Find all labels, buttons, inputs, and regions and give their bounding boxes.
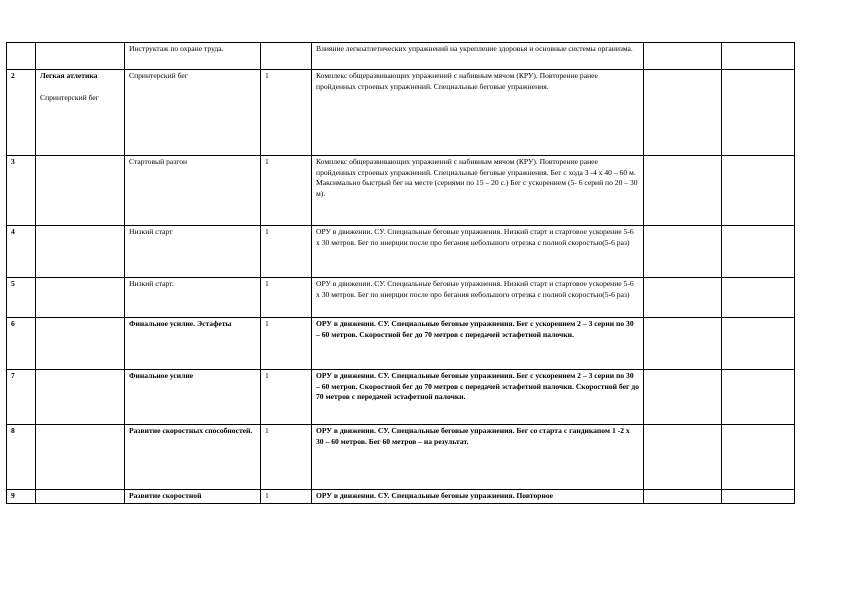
hours-cell: 1 [261, 226, 312, 278]
lesson-content-cell: Влияние легкоатлетических упражнений на укрепление здоровья и основные системы организма. [312, 43, 644, 70]
lesson-number-cell: 4 [7, 226, 36, 278]
table-body [7, 43, 795, 504]
empty-cell [644, 226, 722, 278]
empty-cell [722, 43, 795, 70]
lesson-content-cell: Комплекс общеразвивающих упражнений с набивным мячом (КРУ). Повторение ранее пройденных строевых упражнений. Специальные беговые упражнения. [312, 70, 644, 156]
empty-cell [644, 156, 722, 226]
table-row [7, 156, 795, 226]
hours-cell [261, 43, 312, 70]
empty-cell [722, 278, 795, 318]
hours-cell: 1 [261, 425, 312, 490]
lesson-content-cell: ОРУ в движении. СУ. Специальные беговые упражнения. Бег с ускорением 2 – 3 серии по 30 – 60 метров. Скоростной бег до 70 метров с передачей эстафетной палочки. [312, 318, 644, 370]
lesson-topic-cell: Инструктаж по охране труда. [125, 43, 261, 70]
empty-cell [722, 70, 795, 156]
section-cell [36, 156, 125, 226]
lesson-topic-cell: Низкий старт. [125, 278, 261, 318]
empty-cell [722, 318, 795, 370]
lesson-topic-cell: Развитие скоростной [125, 490, 261, 504]
empty-cell [722, 425, 795, 490]
section-cell [36, 370, 125, 425]
table-row [7, 490, 795, 504]
table-row [7, 70, 795, 156]
empty-cell [644, 318, 722, 370]
section-cell [36, 425, 125, 490]
lesson-number-cell: 3 [7, 156, 36, 226]
empty-cell [644, 425, 722, 490]
section-title: Спринтерский бег [40, 92, 99, 102]
empty-cell [722, 370, 795, 425]
section-cell [36, 43, 125, 70]
section-title: Легкая атлетика [40, 71, 98, 80]
lesson-topic-cell: Спринтерский бег [125, 70, 261, 156]
hours-cell: 1 [261, 156, 312, 226]
section-cell [36, 490, 125, 504]
table-row [7, 318, 795, 370]
table-row [7, 226, 795, 278]
table-row [7, 278, 795, 318]
section-cell [36, 318, 125, 370]
table-row [7, 43, 795, 70]
lesson-topic-cell: Стартовый разгон [125, 156, 261, 226]
lesson-content-cell: ОРУ в движении. СУ. Специальные беговые упражнения. Низкий старт и стартовое ускорение 5-6 х 30 метров. Бег по инерции после про бегания небольшого отрезка с полной скоростью(5-6 раз) [312, 226, 644, 278]
table-row [7, 425, 795, 490]
lesson-content-cell: ОРУ в движении. СУ. Специальные беговые упражнения. Бег с ускорением 2 – 3 серии по 30 – 60 метров. Скоростной бег до 70 метров с передачей эстафетной палочки. Скоростной бег до 70 метров с передачей эстафетной палочки. [312, 370, 644, 425]
empty-cell [644, 490, 722, 504]
hours-cell: 1 [261, 490, 312, 504]
lesson-topic-cell: Низкий старт [125, 226, 261, 278]
empty-cell [644, 370, 722, 425]
lesson-number-cell: 6 [7, 318, 36, 370]
empty-cell [644, 70, 722, 156]
empty-cell [644, 278, 722, 318]
hours-cell: 1 [261, 370, 312, 425]
section-cell [36, 70, 125, 156]
lesson-number-cell: 8 [7, 425, 36, 490]
lesson-content-cell: ОРУ в движении. СУ. Специальные беговые упражнения. Повторное [312, 490, 644, 504]
lesson-content-cell: ОРУ в движении. СУ. Специальные беговые упражнения. Низкий старт и стартовое ускорение 5-6 х 30 метров. Бег по инерции после про бегания небольшого отрезка с полной скоростью(5-6 раз) [312, 278, 644, 318]
lesson-plan-table [6, 42, 795, 504]
hours-cell: 1 [261, 278, 312, 318]
empty-cell [722, 156, 795, 226]
lesson-number-cell: 5 [7, 278, 36, 318]
lesson-topic-cell: Финальное усилие. Эстафеты [125, 318, 261, 370]
empty-cell [722, 490, 795, 504]
empty-cell [722, 226, 795, 278]
lesson-number-cell: 9 [7, 490, 36, 504]
table-row [7, 370, 795, 425]
lesson-number-cell [7, 43, 36, 70]
lesson-topic-cell: Развитие скоростных способностей. [125, 425, 261, 490]
section-cell [36, 278, 125, 318]
empty-cell [644, 43, 722, 70]
section-cell [36, 226, 125, 278]
lesson-number-cell: 7 [7, 370, 36, 425]
lesson-content-cell: ОРУ в движении. СУ. Специальные беговые упражнения. Бег со старта с гандикапом 1 -2 х 30 – 60 метров. Бег 60 метров – на результат. [312, 425, 644, 490]
lesson-content-cell: Комплекс общеразвивающих упражнений с набивным мячом (КРУ). Повторение ранее пройденных строевых упражнений. Специальные беговые упражнения. Бег с хода 3 -4 х 40 – 60 м. Максимально быстрый бег на месте (сериями по 15 – 20 с.) Бег с ускорением (5- 6 серий по 20 – 30 м). [312, 156, 644, 226]
lesson-topic-cell: Финальное усилие [125, 370, 261, 425]
hours-cell: 1 [261, 318, 312, 370]
lesson-number-cell: 2 [7, 70, 36, 156]
hours-cell: 1 [261, 70, 312, 156]
